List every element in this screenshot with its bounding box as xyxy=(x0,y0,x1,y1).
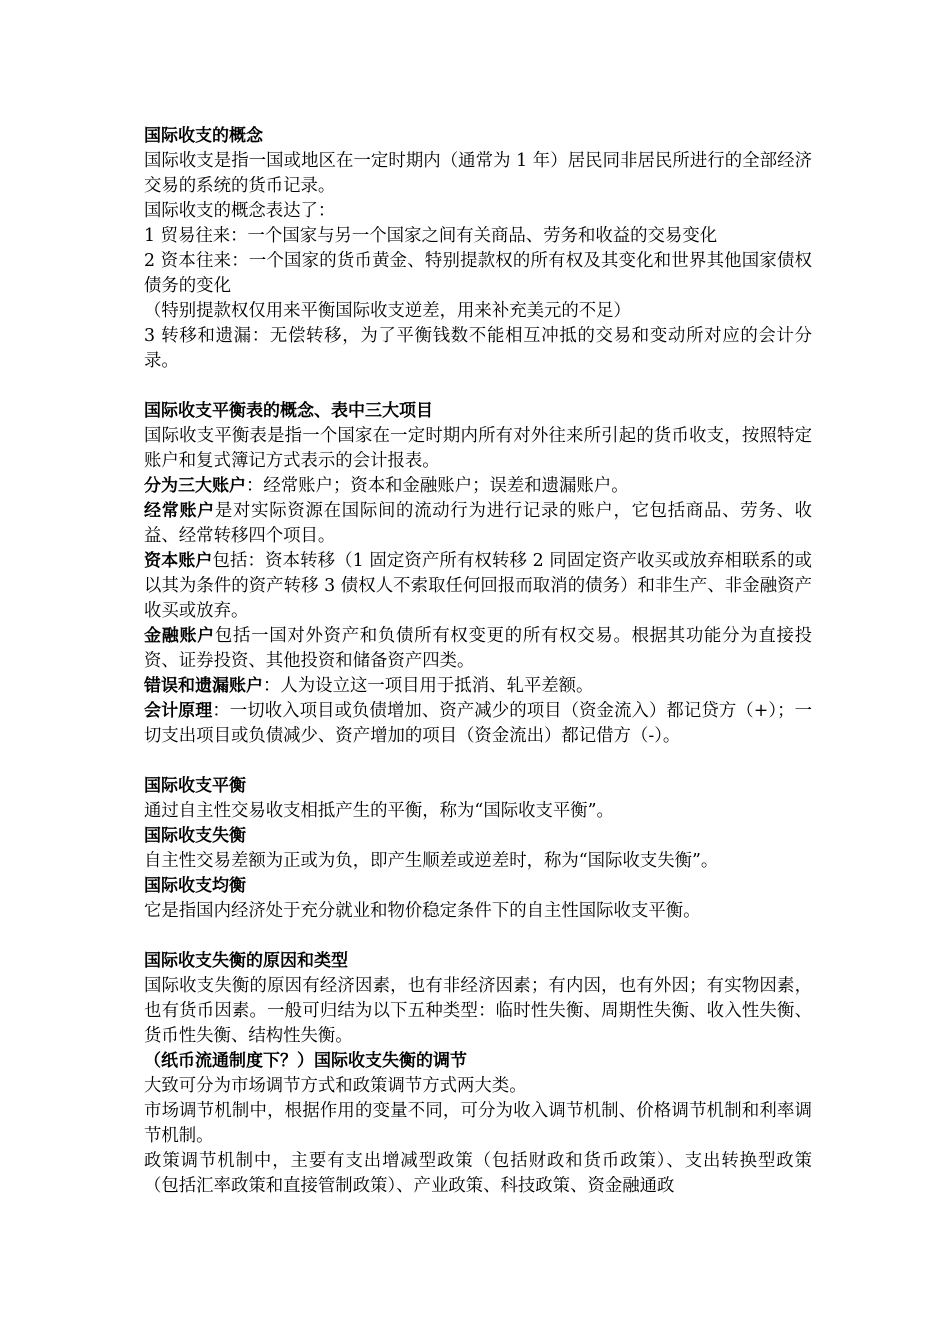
paragraph: 3 转移和遗漏：无偿转移，为了平衡钱数不能相互冲抵的交易和变动所对应的会计分录。 xyxy=(144,326,812,371)
paragraph: 自主性交易差额为正或为负，即产生顺差或逆差时，称为“国际收支失衡”。 xyxy=(144,851,719,871)
paragraph xyxy=(144,699,812,749)
paragraph: 国际收支的概念表达了： xyxy=(144,201,336,221)
term-text: 包括一国对外资产和负债所有权变更的所有权交易。根据其功能分为直接投资、证券投资、其他投资和储备资产四类。 xyxy=(144,626,812,671)
term-text: ：一切收入项目或负债增加、资产减少的项目（资金流入）都记贷方（+）；一切支出项目或负债减少、资产增加的项目（资金流出）都记借方（-）。 xyxy=(144,701,813,746)
spacer xyxy=(144,374,812,399)
section-title-bop-statement: 国际收支平衡表的概念、表中三大项目 xyxy=(144,401,433,421)
term-label: 会计原理 xyxy=(144,701,213,721)
spacer xyxy=(144,749,812,774)
term-label: 分为三大账户 xyxy=(144,476,246,496)
paragraph: 政策调节机制中，主要有支出增减型政策（包括财政和货币政策）、支出转换型政策（包括汇率政策和直接管制政策）、产业政策、科技政策、资金融通政 xyxy=(144,1151,812,1196)
spacer xyxy=(144,924,812,949)
term-text: ：人为设立这一项目用于抵消、轧平差额。 xyxy=(263,676,594,696)
paragraph: 国际收支失衡的原因有经济因素，也有非经济因素；有内因，也有外因；有实物因素，也有货币因素。一般可归结为以下五种类型：临时性失衡、周期性失衡、收入性失衡、货币性失衡、结构性失衡。 xyxy=(144,976,812,1046)
paragraph: 大致可分为市场调节方式和政策调节方式两大类。 xyxy=(144,1076,527,1096)
paragraph xyxy=(144,549,812,624)
document-page xyxy=(144,124,812,1199)
section-title-imbalance-adjustment: （纸币流通制度下？）国际收支失衡的调节 xyxy=(144,1051,467,1071)
section-title-imbalance-causes: 国际收支失衡的原因和类型 xyxy=(144,951,348,971)
term-text: 是对实际资源在国际间的流动行为进行记录的账户，它包括商品、劳务、收益、经常转移四个项目。 xyxy=(144,501,812,546)
paragraph: 1 贸易往来：一个国家与另一个国家之间有关商品、劳务和收益的交易变化 xyxy=(144,226,718,246)
paragraph: 通过自主性交易收支相抵产生的平衡，称为“国际收支平衡”。 xyxy=(144,801,614,821)
paragraph xyxy=(144,674,812,699)
section-title-bop-concept: 国际收支的概念 xyxy=(144,126,263,146)
paragraph xyxy=(144,474,812,499)
section-title-bop-equilibrium: 国际收支均衡 xyxy=(144,876,246,896)
paragraph: 市场调节机制中，根据作用的变量不同，可分为收入调节机制、价格调节机制和利率调节机制。 xyxy=(144,1101,812,1146)
term-text: ：经常账户；资本和金融账户；误差和遗漏账户。 xyxy=(246,476,629,496)
paragraph: 国际收支是指一国或地区在一定时期内（通常为 1 年）居民同非居民所进行的全部经济交易的系统的货币记录。 xyxy=(144,151,812,196)
paragraph: （特别提款权仅用来平衡国际收支逆差，用来补充美元的不足） xyxy=(144,301,631,321)
term-label: 经常账户 xyxy=(144,501,215,521)
term-label: 金融账户 xyxy=(144,626,215,646)
paragraph: 国际收支平衡表是指一个国家在一定时期内所有对外往来所引起的货币收支，按照特定账户和复式簿记方式表示的会计报表。 xyxy=(144,426,812,471)
term-label: 资本账户 xyxy=(144,551,213,571)
paragraph: 它是指国内经济处于充分就业和物价稳定条件下的自主性国际收支平衡。 xyxy=(144,901,701,921)
term-text: 包括：资本转移（1 固定资产所有权转移 2 同固定资产收买或放弃相联系的或以其为条件的资产转移 3 债权人不索取任何回报而取消的债务）和非生产、非金融资产收买或放弃。 xyxy=(144,551,813,621)
term-label: 错误和遗漏账户 xyxy=(144,676,263,696)
paragraph xyxy=(144,499,812,549)
section-title-bop-imbalance: 国际收支失衡 xyxy=(144,826,246,846)
section-title-bop-balance: 国际收支平衡 xyxy=(144,776,246,796)
paragraph: 2 资本往来：一个国家的货币黄金、特别提款权的所有权及其变化和世界其他国家债权债务的变化 xyxy=(144,251,812,296)
paragraph xyxy=(144,624,812,674)
